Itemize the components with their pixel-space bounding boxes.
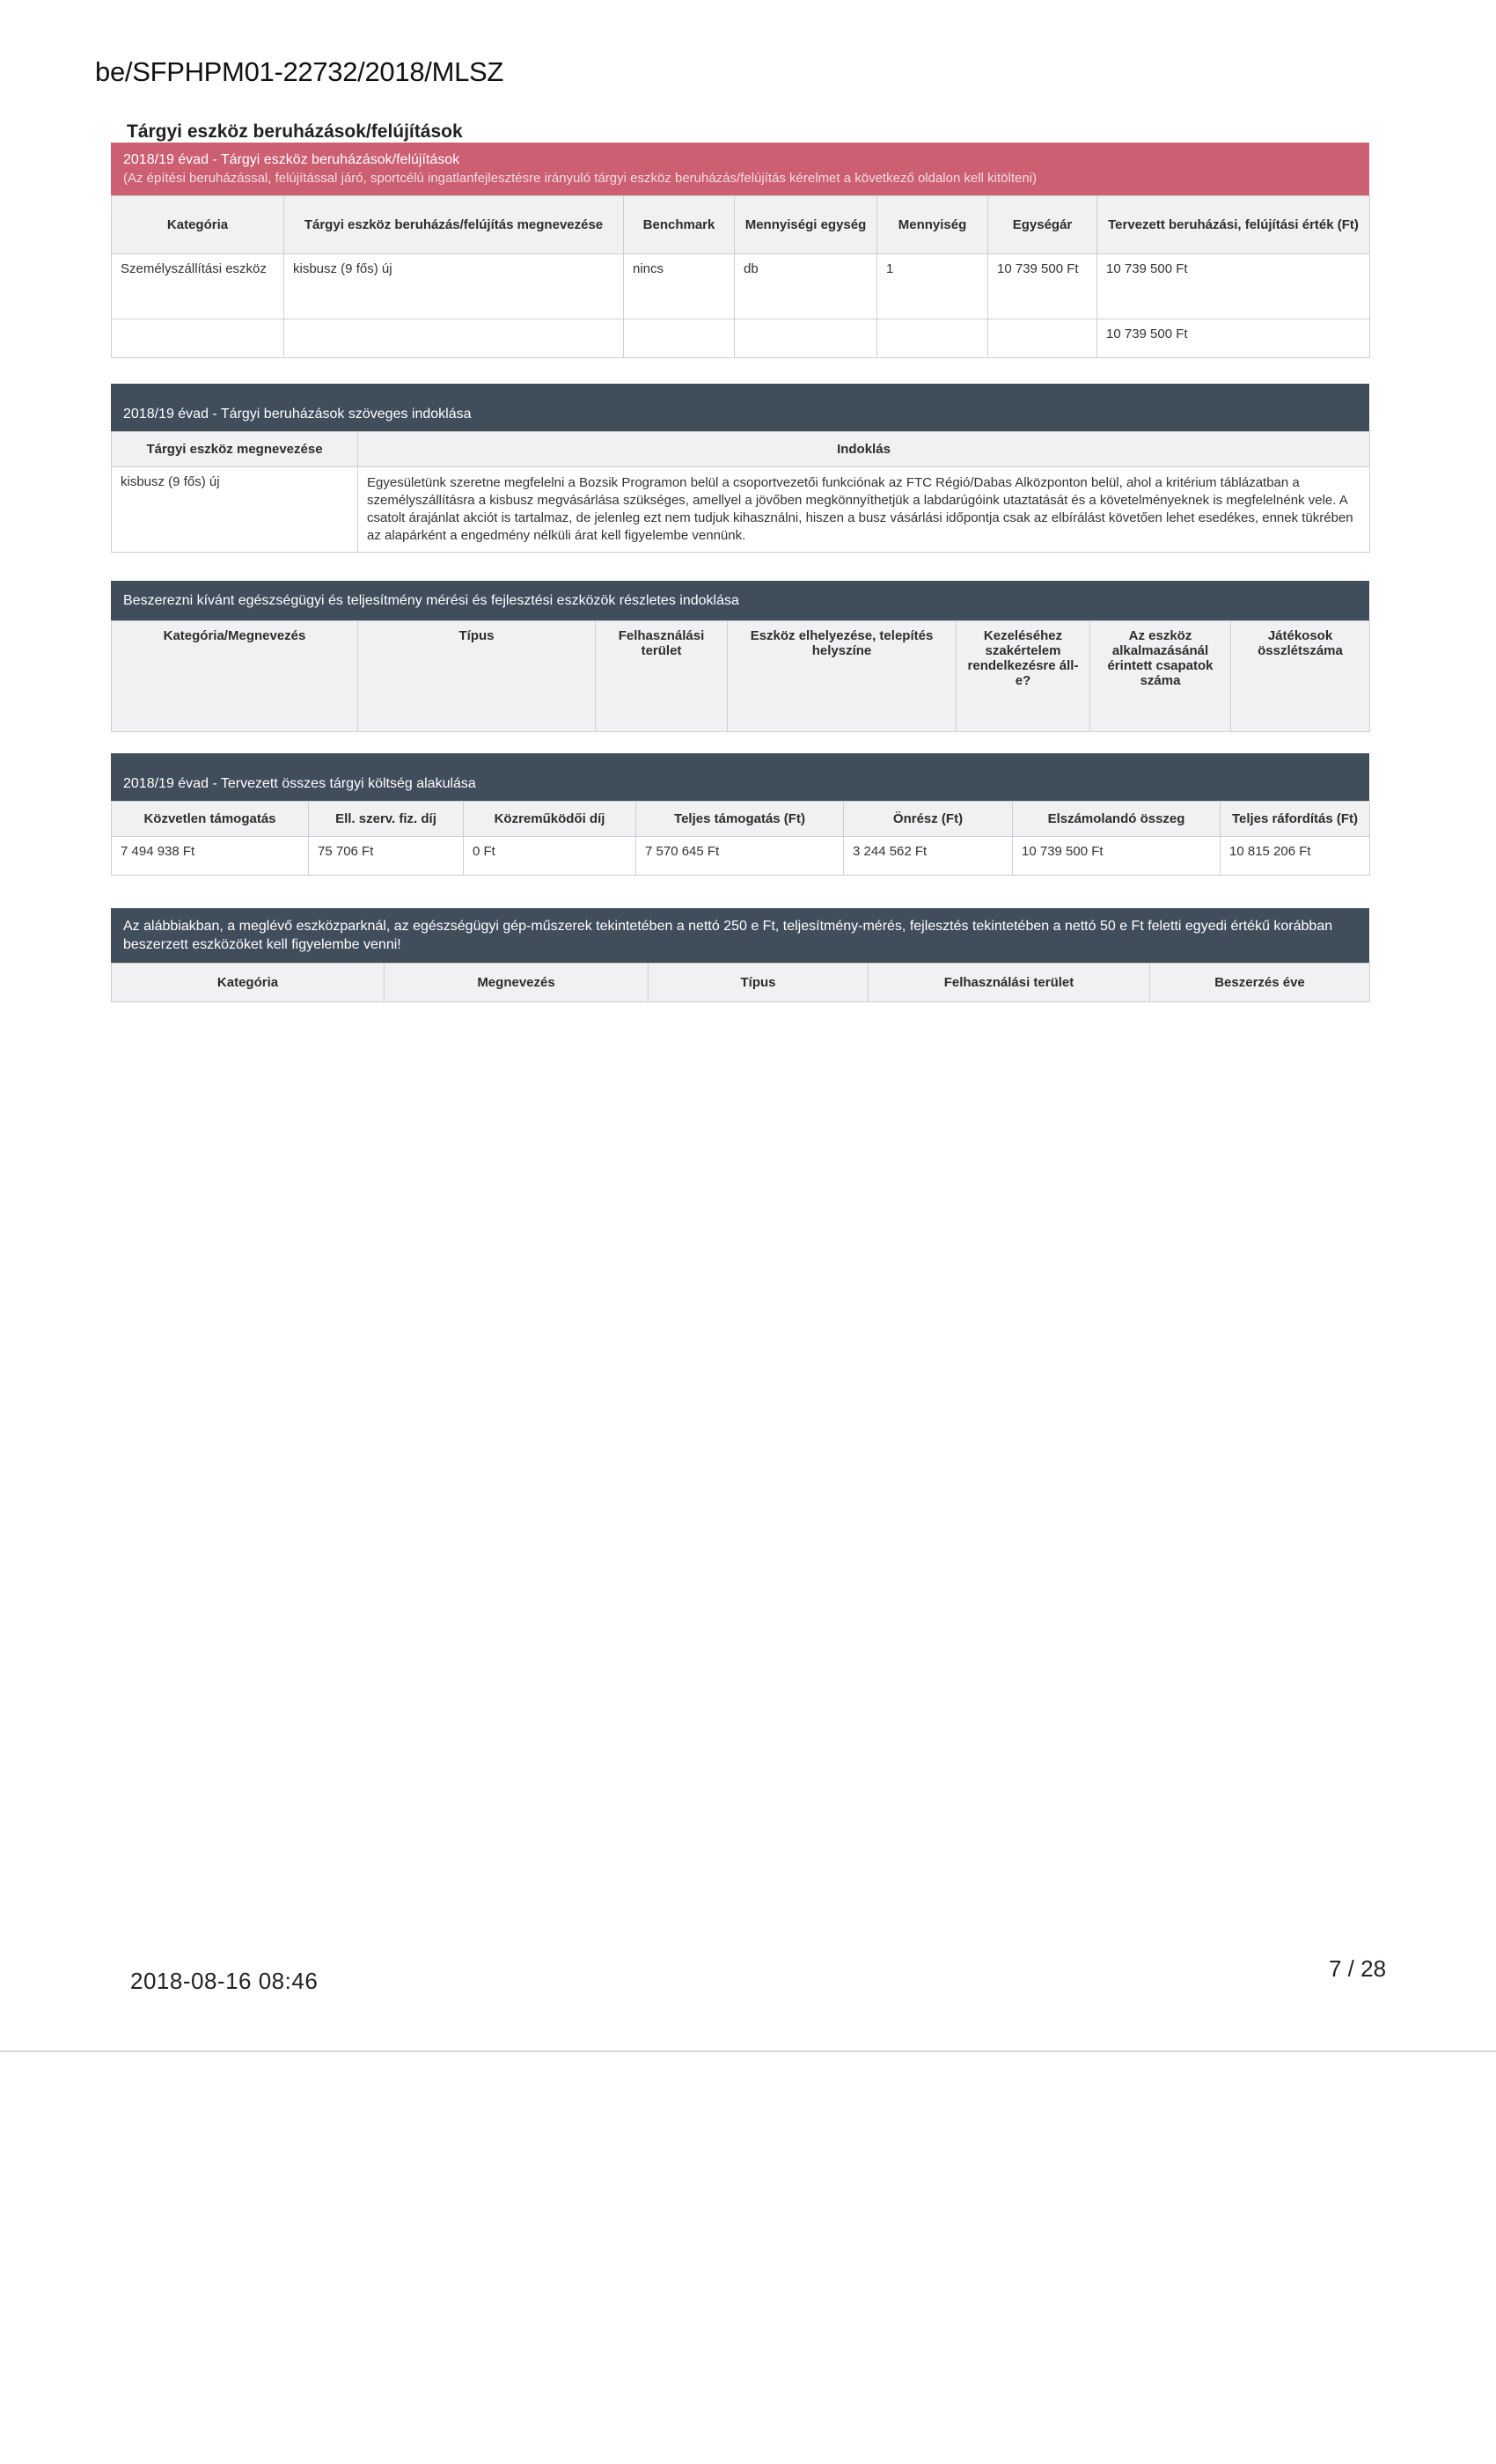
quantity-cell: 1 <box>877 254 988 319</box>
justification-section-title: 2018/19 évad - Tárgyi beruházások szöveges indoklása <box>123 407 472 422</box>
table-header-row <box>112 802 1370 837</box>
column-header: Mennyiségi egység <box>735 196 877 254</box>
column-header: Közvetlen támogatás <box>112 802 309 837</box>
column-header: Mennyiség <box>877 196 988 254</box>
table-row <box>112 254 1370 319</box>
column-header: Típus <box>649 964 869 1002</box>
total-expenditure-value: 10 815 206 Ft <box>1221 837 1370 876</box>
column-header: Elszámolandó összeg <box>1013 802 1221 837</box>
cost-summary-table <box>111 801 1370 876</box>
column-header: Felhasználási terület <box>596 621 728 732</box>
investment-section-title: 2018/19 évad - Tárgyi eszköz beruházások/felújítások <box>123 152 460 167</box>
health-equipment-section <box>111 581 1369 732</box>
investment-section-header <box>111 143 1369 195</box>
existing-equipment-table <box>111 963 1370 1002</box>
column-header: Játékosok összlétszáma <box>1231 621 1370 732</box>
accountable-amount-value: 10 739 500 Ft <box>1013 837 1221 876</box>
existing-equipment-section-title: Az alábbiakban, a meglévő eszközparknál, az egészségügyi gép-műszerek tekintetében a nettó 250 e Ft, teljesítmény-mérés, fejlesztés tekintetében a nettó 50 e Ft feletti egyedi értékű korábban beszerzett eszközöket kell figyelembe venni! <box>123 919 1333 952</box>
total-value-cell: 10 739 500 Ft <box>1097 319 1370 358</box>
column-header: Beszerzés éve <box>1150 964 1370 1002</box>
existing-equipment-section-header <box>111 908 1369 963</box>
cost-summary-section <box>111 753 1369 876</box>
justification-text-cell: Egyesületünk szeretne megfelelni a Bozsik Programon belül a csoportvezetői funkciónak az FTC Régió/Dabas Alközponton belül, ahol a kritérium táblázatban a személyszállításra a kisbusz megvásárlása szükséges, amellyel a jövőben megkönnyíthetjük a labdarúgóink utaztatását és a követelményeknek is megfelelnénk vele. A csatolt árajánlat akciót is tartalmaz, de jelenleg ezt nem tudjuk kihasználni, hiszen a busz vásárlási időpontja csak az elbírálást követően lehet esedékes, ennek tükrében az alapárként a engedmény nélküli árat kell figyelembe vennünk. <box>358 467 1370 553</box>
health-equipment-table <box>111 620 1370 732</box>
category-cell: Személyszállítási eszköz <box>112 254 284 319</box>
column-header: Típus <box>358 621 596 732</box>
justification-section <box>111 384 1369 553</box>
table-row <box>112 467 1370 553</box>
page-number: 7 / 28 <box>1329 1955 1387 1982</box>
direct-support-value: 7 494 938 Ft <box>112 837 309 876</box>
column-header: Tervezett beruházási, felújítási érték (Ft) <box>1097 196 1370 254</box>
item-name-cell: kisbusz (9 fős) új <box>112 467 358 553</box>
total-support-value: 7 570 645 Ft <box>636 837 844 876</box>
column-header: Teljes támogatás (Ft) <box>636 802 844 837</box>
intermediary-fee-value: 0 Ft <box>464 837 636 876</box>
column-header: Kategória/Megnevezés <box>112 621 358 732</box>
column-header: Közreműködői díj <box>464 802 636 837</box>
column-header: Kategória <box>112 196 284 254</box>
investment-table <box>111 195 1370 358</box>
column-header: Ell. szerv. fiz. díj <box>309 802 464 837</box>
column-header: Tárgyi eszköz beruházás/felújítás megnevezése <box>284 196 624 254</box>
cost-summary-section-title: 2018/19 évad - Tervezett összes tárgyi költség alakulása <box>123 776 476 791</box>
column-header: Teljes ráfordítás (Ft) <box>1221 802 1370 837</box>
existing-equipment-section <box>111 908 1369 1002</box>
column-header: Kategória <box>112 964 385 1002</box>
table-header-row <box>112 432 1370 467</box>
justification-table <box>111 431 1370 553</box>
column-header: Kezeléséhez szakértelem rendelkezésre áll-e? <box>957 621 1090 732</box>
investment-section <box>111 143 1369 358</box>
own-contribution-value: 3 244 562 Ft <box>844 837 1013 876</box>
column-header: Egységár <box>988 196 1097 254</box>
planned-value-cell: 10 739 500 Ft <box>1097 254 1370 319</box>
health-equipment-section-title: Beszerezni kívánt egészségügyi és teljesítmény mérési és fejlesztési eszközök részletes indoklása <box>123 593 739 608</box>
column-header: Felhasználási terület <box>869 964 1150 1002</box>
document-id: be/SFPHPM01-22732/2018/MLSZ <box>95 56 504 87</box>
control-fee-value: 75 706 Ft <box>309 837 464 876</box>
table-header-row <box>112 621 1370 732</box>
table-header-row <box>112 196 1370 254</box>
unit-cell: db <box>735 254 877 319</box>
table-row <box>112 837 1370 876</box>
table-header-row <box>112 964 1370 1002</box>
column-header: Az eszköz alkalmazásánál érintett csapatok száma <box>1090 621 1231 732</box>
health-equipment-section-header <box>111 581 1369 620</box>
column-header: Benchmark <box>624 196 735 254</box>
investment-section-subtitle: (Az építési beruházással, felújítással járó, sportcélú ingatlanfejlesztésre irányuló tárgyi eszköz beruházás/felújítás kérelmet a következő oldalon kell kitölteni) <box>123 171 1038 186</box>
benchmark-cell: nincs <box>624 254 735 319</box>
item-name-cell: kisbusz (9 fős) új <box>284 254 624 319</box>
total-row <box>112 319 1370 358</box>
column-header: Megnevezés <box>385 964 649 1002</box>
column-header: Eszköz elhelyezése, telepítés helyszíne <box>728 621 957 732</box>
column-header: Indoklás <box>358 432 1370 467</box>
cost-summary-section-header <box>111 753 1369 801</box>
unit-price-cell: 10 739 500 Ft <box>988 254 1097 319</box>
footer-timestamp: 2018-08-16 08:46 <box>130 1968 319 1994</box>
main-title: Tárgyi eszköz beruházások/felújítások <box>127 121 463 142</box>
justification-section-header <box>111 384 1369 431</box>
column-header: Önrész (Ft) <box>844 802 1013 837</box>
column-header: Tárgyi eszköz megnevezése <box>112 432 358 467</box>
